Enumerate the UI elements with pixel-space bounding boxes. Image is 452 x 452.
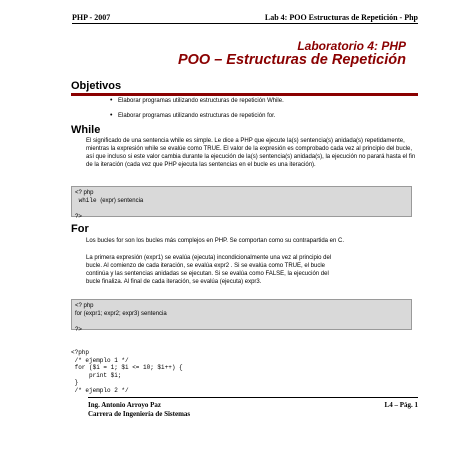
while-heading: While xyxy=(71,124,101,136)
section-divider xyxy=(71,93,418,96)
paragraph-line: bucle finaliza. Al final de cada iteración, se evalúa (ejecuta) expr3. xyxy=(86,279,262,285)
header-right: Lab 4: POO Estructuras de Repetición - Php xyxy=(264,13,418,22)
code-close: ?> xyxy=(75,214,82,220)
page-footer xyxy=(88,397,418,418)
code-open: <? php xyxy=(75,190,94,196)
code-line: /* ejemplo 2 */ xyxy=(71,386,129,394)
for-code-box xyxy=(71,299,412,333)
paragraph-line: La primera expresión (expr1) se evalúa (ejecuta) incondicionalmente una vez al principio del xyxy=(86,255,332,261)
code-line: <?php xyxy=(71,349,90,356)
footer-page-number: L4 – Pág. 1 xyxy=(384,401,418,409)
code-text: for (expr1; expr2; expr3) sentencia xyxy=(75,311,167,317)
code-text: (expr) sentencia xyxy=(100,198,144,204)
paragraph-line: continúa y las sentencias anidadas se ejecutan. Si se evalúa como FALSE, la ejecución del xyxy=(86,271,329,277)
code-line: } xyxy=(71,379,79,387)
objetivos-heading: Objetivos xyxy=(71,80,122,92)
footer-author: Ing. Antonio Arroyo Paz xyxy=(88,401,161,409)
for-heading: For xyxy=(71,223,89,235)
paragraph-line: bucle. Al comienzo de cada iteración, se evalúa expr2 . Si se evalúa como TRUE, el bucle xyxy=(86,263,326,269)
objetivo-item: • Elaborar programas utilizando estructuras de repetición While. xyxy=(118,98,284,104)
page-header xyxy=(72,11,418,24)
code-line: /* ejemplo 1 */ xyxy=(71,356,129,364)
for-paragraph-2 xyxy=(86,254,416,286)
code-keyword: while xyxy=(75,197,101,204)
code-line: print $i; xyxy=(71,371,122,379)
doc-title: Laboratorio 4: PHP xyxy=(297,39,406,53)
code-open: <? php xyxy=(75,303,94,309)
for-paragraph-1: Los bucles for son los bucles más complejos en PHP. Se comportan como su contrapartida en C. xyxy=(86,238,345,244)
example-code xyxy=(71,349,183,395)
objetivo-item: • Elaborar programas utilizando estructuras de repetición for. xyxy=(118,113,275,119)
while-paragraph: El significado de una sentencia while es simple. Le dice a PHP que ejecute la(s) sentencia(s) anidada(s) repetidamente, mientras la expresión while se evalúe como TRUE. El valor de la expresión es comprobado cada vez al principio del bucle, así que incluso si este valor cambia durante la ejecución de la(s) sentencia(s) anidada(s), la ejecución no parará hasta el fin de la iteración (cada vez que PHP ejecuta las sentencias en el bucle es una iteración). xyxy=(86,138,416,168)
doc-subtitle: POO – Estructuras de Repetición xyxy=(177,52,406,68)
code-close: ?> xyxy=(75,327,82,333)
header-left: PHP - 2007 xyxy=(72,13,111,22)
while-code-box xyxy=(71,186,412,220)
footer-career: Carrera de Ingeniería de Sistemas xyxy=(88,410,191,418)
code-line: for ($i = 1; $i <= 10; $i++) { xyxy=(71,364,183,372)
